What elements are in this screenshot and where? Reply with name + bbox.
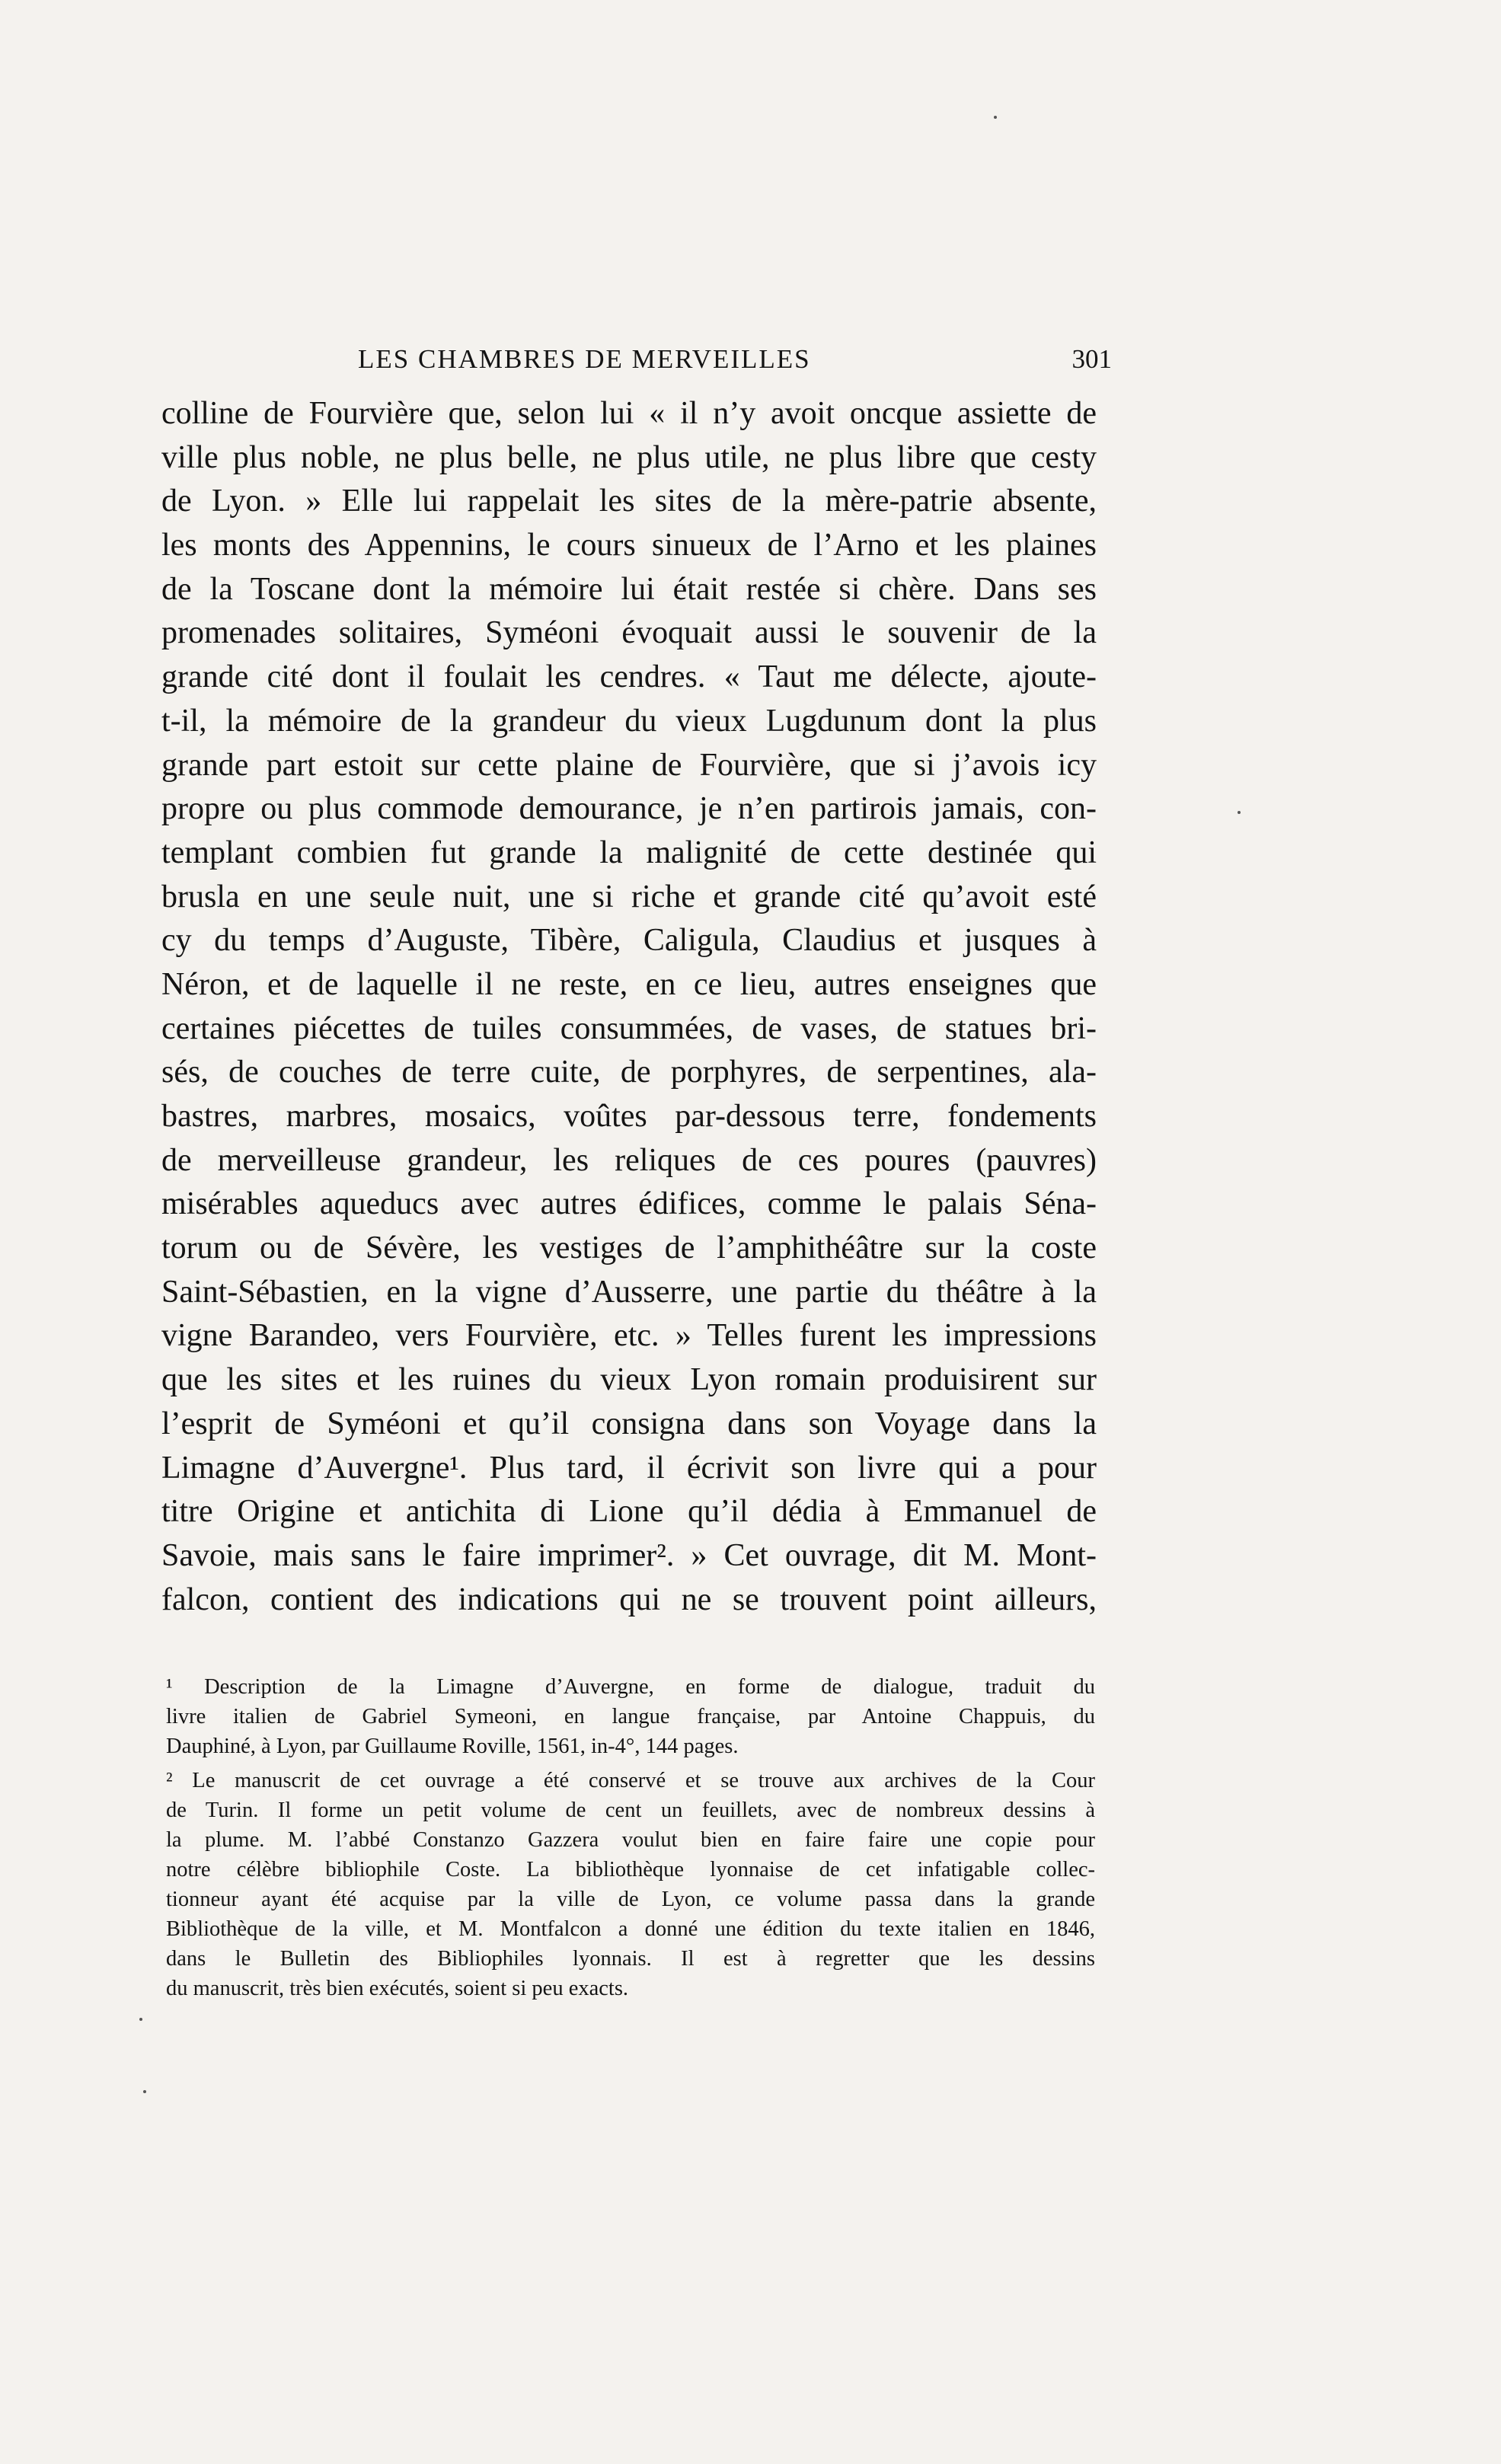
- footnote-line: la plume. M. l’abbé Constanzo Gazzera voulut bien en faire faire une copie pour: [166, 1828, 1095, 1852]
- body-line: les monts des Appennins, le cours sinueux de l’Arno et les plaines: [161, 528, 1097, 563]
- body-line: titre Origine et antichita di Lione qu’il dédia à Emmanuel de: [161, 1494, 1097, 1530]
- body-line: propre ou plus commode demourance, je n’en partirois jamais, con-: [161, 791, 1097, 827]
- paper-speck: [994, 116, 997, 119]
- body-line: que les sites et les ruines du vieux Lyon romain produisirent sur: [161, 1362, 1097, 1398]
- body-line: de Lyon. » Elle lui rappelait les sites de la mère-patrie absente,: [161, 484, 1097, 519]
- body-line: l’esprit de Syméoni et qu’il consigna dans son Voyage dans la: [161, 1406, 1097, 1441]
- footnote-1: [166, 1672, 1095, 1761]
- body-line: brusla en une seule nuit, une si riche et grande cité qu’avoit esté: [161, 879, 1097, 914]
- footnote-line: ² Le manuscrit de cet ouvrage a été conservé et se trouve aux archives de la Cour: [166, 1769, 1095, 1792]
- footnote-line: de Turin. Il forme un petit volume de cent un feuillets, avec de nombreux dessins à: [166, 1799, 1095, 1822]
- body-line: certaines piécettes de tuiles consummées, de vases, de statues bri-: [161, 1010, 1097, 1046]
- body-line: colline de Fourvière que, selon lui « il n’y avoit oncque assiette de: [161, 396, 1097, 431]
- body-line: Néron, et de laquelle il ne reste, en ce lieu, autres enseignes que: [161, 966, 1097, 1002]
- footnotes: [166, 1672, 1095, 2008]
- body-line: bastres, marbres, mosaics, voûtes par-dessous terre, fondements: [161, 1099, 1097, 1134]
- page-number: 301: [1071, 344, 1112, 374]
- paper-speck: [139, 2018, 142, 2021]
- body-line: misérables aqueducs avec autres édifices, comme le palais Séna-: [161, 1186, 1097, 1222]
- body-line: de merveilleuse grandeur, les reliques de ces poures (pauvres): [161, 1142, 1097, 1178]
- paper-speck: [143, 2090, 146, 2093]
- body-line: de la Toscane dont la mémoire lui était restée si chère. Dans ses: [161, 571, 1097, 607]
- footnote-line: ¹ Description de la Limagne d’Auvergne, en forme de dialogue, traduit du: [166, 1675, 1095, 1699]
- running-title: LES CHAMBRES DE MERVEILLES: [358, 344, 811, 374]
- body-line: Savoie, mais sans le faire imprimer². » Cet ouvrage, dit M. Mont-: [161, 1537, 1097, 1573]
- body-text: [161, 392, 1097, 1622]
- paper-speck: [1238, 811, 1241, 814]
- body-line: promenades solitaires, Syméoni évoquait aussi le souvenir de la: [161, 615, 1097, 651]
- footnote-line: dans le Bulletin des Bibliophiles lyonnais. Il est à regretter que les dessins: [166, 1947, 1095, 1971]
- body-line: grande part estoit sur cette plaine de Fourvière, que si j’avois icy: [161, 747, 1097, 783]
- body-line: falcon, contient des indications qui ne se trouvent point ailleurs,: [161, 1581, 1097, 1617]
- body-line: templant combien fut grande la malignité de cette destinée qui: [161, 835, 1097, 870]
- body-line: Limagne d’Auvergne¹. Plus tard, il écrivit son livre qui a pour: [161, 1450, 1097, 1486]
- footnote-line: du manuscrit, très bien exécutés, soient si peu exacts.: [166, 1977, 629, 2000]
- footnote-line: Dauphiné, à Lyon, par Guillaume Roville, 1561, in-4°, 144 pages.: [166, 1735, 739, 1758]
- footnote-line: livre italien de Gabriel Symeoni, en langue française, par Antoine Chappuis, du: [166, 1705, 1095, 1728]
- body-line: Saint-Sébastien, en la vigne d’Ausserre, une partie du théâtre à la: [161, 1274, 1097, 1310]
- body-line: grande cité dont il foulait les cendres. « Taut me délecte, ajoute-: [161, 659, 1097, 695]
- body-line: cy du temps d’Auguste, Tibère, Caligula, Claudius et jusques à: [161, 923, 1097, 959]
- body-line: vigne Barandeo, vers Fourvière, etc. » Telles furent les impressions: [161, 1318, 1097, 1354]
- footnote-line: Bibliothèque de la ville, et M. Montfalcon a donné une édition du texte italien en 1846,: [166, 1917, 1095, 1941]
- body-line: t-il, la mémoire de la grandeur du vieux Lugdunum dont la plus: [161, 703, 1097, 739]
- body-line: ville plus noble, ne plus belle, ne plus utile, ne plus libre que cesty: [161, 439, 1097, 475]
- running-head: [358, 340, 1112, 382]
- body-line: torum ou de Sévère, les vestiges de l’amphithéâtre sur la coste: [161, 1230, 1097, 1266]
- footnote-line: tionneur ayant été acquise par la ville de Lyon, ce volume passa dans la grande: [166, 1888, 1095, 1911]
- footnote-line: notre célèbre bibliophile Coste. La bibliothèque lyonnaise de cet infatigable collec-: [166, 1858, 1095, 1882]
- footnote-2: [166, 1766, 1095, 2003]
- body-line: sés, de couches de terre cuite, de porphyres, de serpentines, ala-: [161, 1055, 1097, 1090]
